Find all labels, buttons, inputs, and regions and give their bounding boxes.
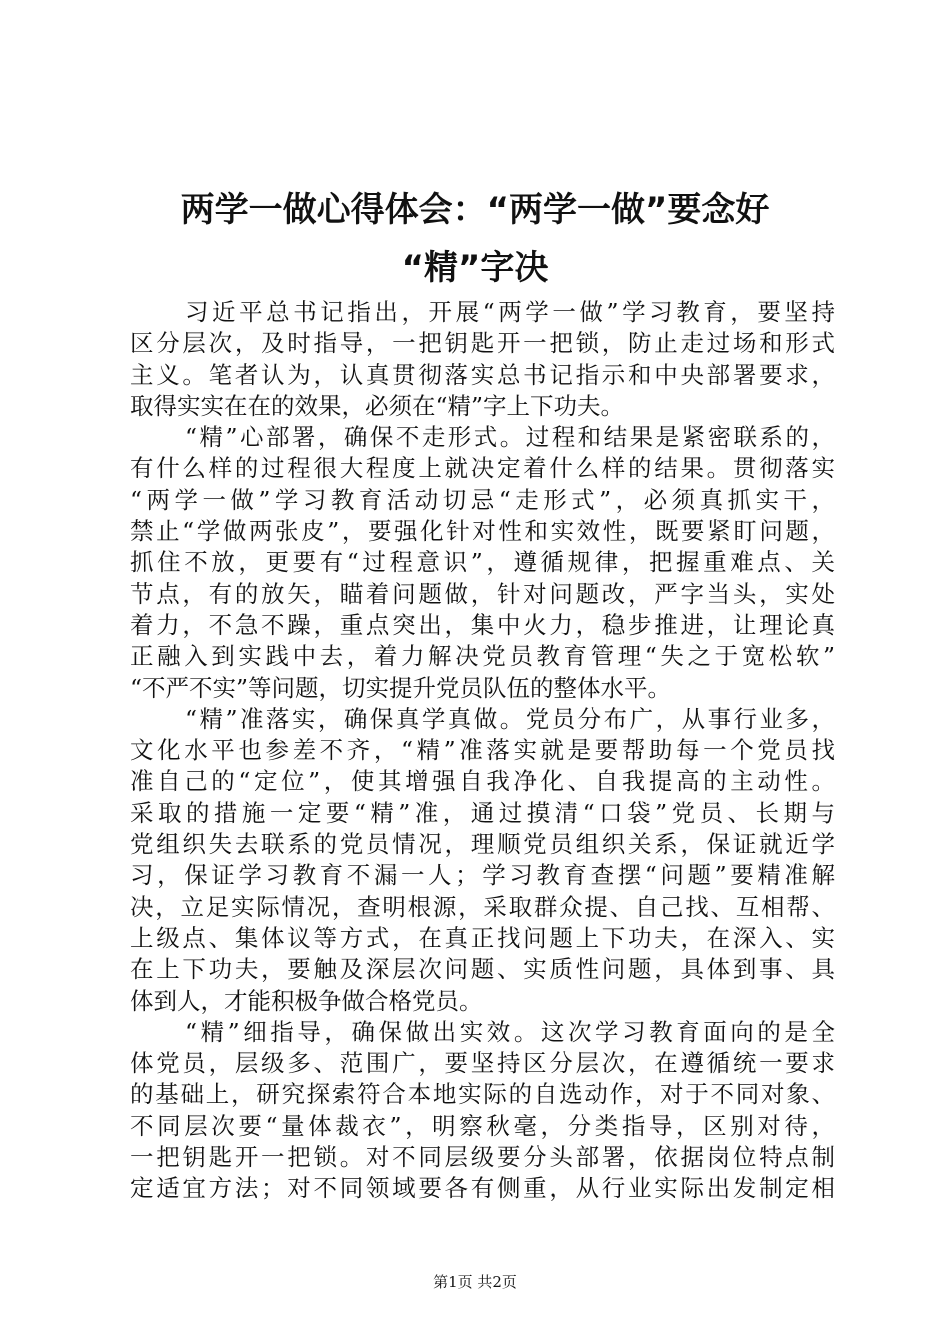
- page-footer: 第1页 共2页: [433, 1273, 517, 1291]
- paragraph-line: 决，立足实际情况，查明根源，采取群众提、自己找、互相帮、: [130, 892, 835, 921]
- paragraph-line: 主义。笔者认为，认真贯彻落实总书记指示和中央部署要求，: [130, 360, 835, 389]
- paragraph-line: “精”细指导，确保做出实效。这次学习教育面向的是全: [185, 1017, 835, 1046]
- paragraph-line: 节点，有的放矢，瞄着问题做，针对问题改，严字当头，实处: [130, 579, 835, 608]
- paragraph-line: 体到人，才能积极争做合格党员。: [130, 986, 483, 1015]
- document-body: [130, 297, 835, 1205]
- paragraph-line: 准自己的“定位”，使其增强自我净化、自我提高的主动性。: [130, 767, 835, 796]
- paragraph-line: 文化水平也参差不齐，“精”准落实就是要帮助每一个党员找: [130, 736, 835, 765]
- paragraph-line: “不严不实”等问题，切实提升党员队伍的整体水平。: [130, 673, 672, 702]
- paragraph-line: 党组织失去联系的党员情况，理顺党员组织关系，保证就近学: [130, 830, 835, 859]
- paragraph-line: 禁止“学做两张皮”，要强化针对性和实效性，既要紧盯问题，: [130, 517, 835, 546]
- paragraph-line: 正融入到实践中去，着力解决党员教育管理“失之于宽松软”: [130, 642, 835, 671]
- paragraph-line: 习近平总书记指出，开展“两学一做”学习教育，要坚持: [185, 298, 835, 326]
- paragraph-line: “精”准落实，确保真学真做。党员分布广，从事行业多，: [185, 704, 835, 733]
- paragraph-line: 区分层次，及时指导，一把钥匙开一把锁，防止走过场和形式: [130, 329, 835, 358]
- paragraph-line: 不同层次要“量体裁衣”，明察秋毫，分类指导，区别对待，: [130, 1111, 835, 1140]
- paragraph-line: 有什么样的过程很大程度上就决定着什么样的结果。贯彻落实: [130, 454, 835, 483]
- paragraph-line: 一把钥匙开一把锁。对不同层级要分头部署，依据岗位特点制: [130, 1143, 835, 1172]
- paragraph-line: 上级点、集体议等方式，在真正找问题上下功夫，在深入、实: [130, 923, 835, 952]
- paragraph-line: 取得实实在在的效果，必须在“精”字上下功夫。: [130, 391, 625, 420]
- paragraph-line: “两学一做”学习教育活动切忌“走形式”，必须真抓实干，: [130, 485, 835, 514]
- paragraph-line: 采取的措施一定要“精”准，通过摸清“口袋”党员、长期与: [130, 798, 835, 827]
- paragraph-line: 在上下功夫，要触及深层次问题、实质性问题，具体到事、具: [130, 955, 835, 984]
- paragraph-line: “精”心部署，确保不走形式。过程和结果是紧密联系的，: [185, 423, 835, 452]
- paragraph-line: 抓住不放，更要有“过程意识”，遵循规律，把握重难点、关: [130, 548, 835, 577]
- document-title-line-2: “精”字决: [401, 248, 549, 288]
- document-title-line-1: 两学一做心得体会：“两学一做”要念好: [180, 190, 770, 230]
- paragraph-line: 体党员，层级多、范围广，要坚持区分层次，在遵循统一要求: [130, 1049, 835, 1078]
- paragraph-line: 着力，不急不躁，重点突出，集中火力，稳步推进，让理论真: [130, 610, 835, 639]
- paragraph-line: 定适宜方法；对不同领域要各有侧重，从行业实际出发制定相: [130, 1174, 835, 1203]
- paragraph-line: 的基础上，研究探索符合本地实际的自选动作，对于不同对象、: [130, 1080, 835, 1109]
- paragraph-line: 习，保证学习教育不漏一人；学习教育查摆“问题”要精准解: [130, 861, 835, 890]
